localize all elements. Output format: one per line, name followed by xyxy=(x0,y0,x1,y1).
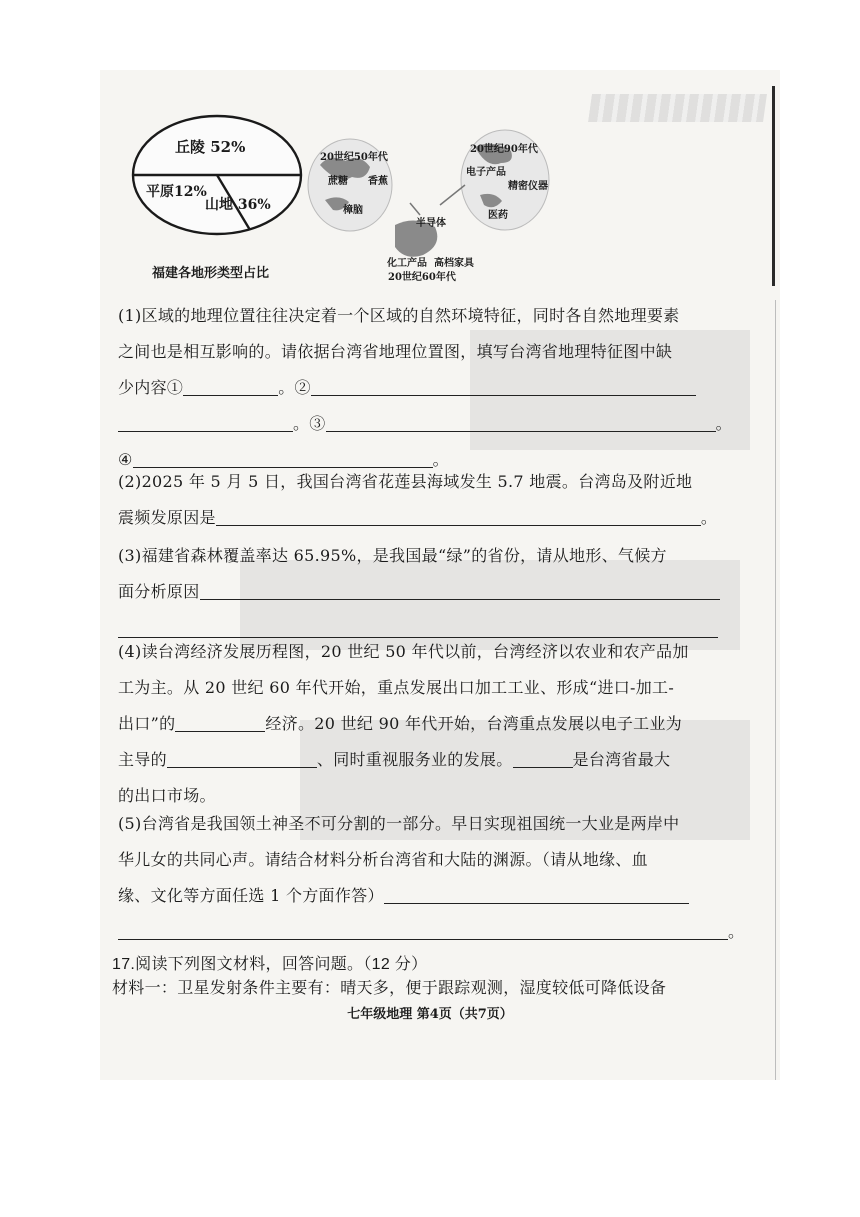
question-1 xyxy=(118,300,758,476)
item-electronics: 电子产品 xyxy=(466,167,506,178)
answer-blank-q5-cont[interactable] xyxy=(118,921,728,940)
bleed-through-title xyxy=(588,94,767,122)
q3-line-1: (3)福建省森林覆盖率达 65.95%，是我国最“绿”的省份，请从地形、气候方 xyxy=(118,546,667,565)
item-furniture: 高档家具 xyxy=(434,258,474,269)
q3-prefix: 面分析原因 xyxy=(118,582,200,601)
item-semiconductor: 半导体 xyxy=(416,218,446,229)
pie-label-mountain: 山地 36% xyxy=(205,197,271,213)
page-edge-lower xyxy=(775,300,776,1080)
item-instruments: 精密仪器 xyxy=(508,181,548,192)
question-5: (5)台湾省是我国领土神圣不可分割的一部分。早日实现祖国统一大业是两岸中 华儿女的共同心声。请结合材料分析台湾省和大陆的渊源。（请从地缘、血 缘、文化等方面任选 1 个方面作答） 。 xyxy=(118,808,758,948)
pie-caption: 福建各地形类型占比 xyxy=(152,266,270,281)
q5-line-2: 华儿女的共同心声。请结合材料分析台湾省和大陆的渊源。（请从地缘、血 xyxy=(118,850,648,869)
answer-blank-q4-3[interactable] xyxy=(513,749,573,768)
q17-title: 17.阅读下列图文材料，回答问题。（12 分） xyxy=(112,956,428,973)
q4-line-2: 工为主。从 20 世纪 60 年代开始，重点发展出口加工工业、形成“进口-加工- xyxy=(118,678,675,697)
q2-prefix: 震频发原因是 xyxy=(118,508,216,527)
era-50s-label: 20世纪50年代 xyxy=(320,152,388,163)
q1-sep-4: ④ xyxy=(118,450,133,469)
item-banana: 香蕉 xyxy=(368,176,388,187)
q1-line-3 xyxy=(118,372,758,404)
era-60s-label: 20世纪60年代 xyxy=(388,272,456,283)
answer-blank-2-cont[interactable] xyxy=(118,413,293,432)
q1-sep-2: 。② xyxy=(278,378,311,397)
q4-line-5: 的出口市场。 xyxy=(118,786,216,805)
q1-sep-3: 。③ xyxy=(293,414,326,433)
answer-blank-q5[interactable] xyxy=(384,885,689,904)
pie-label-plain: 平原12% xyxy=(146,184,207,200)
page-footer: 七年级地理 第4页（共7页） xyxy=(347,1007,513,1022)
question-2: (2)2025 年 5 月 5 日，我国台湾省花莲县海域发生 5.7 地震。台湾岛及附近地 震频发原因是 。 xyxy=(118,466,758,534)
q1-line-1: (1)区域的地理位置往往决定着一个区域的自然环境特征，同时各自然地理要素 xyxy=(118,306,680,325)
answer-blank-1[interactable] xyxy=(183,377,278,396)
q1-line-4: 。③ 。 xyxy=(118,408,758,440)
item-medicine: 医药 xyxy=(488,210,508,221)
page-edge xyxy=(772,86,775,286)
q2-line-1: (2)2025 年 5 月 5 日，我国台湾省花莲县海域发生 5.7 地震。台湾岛及附近地 xyxy=(118,472,693,491)
item-chemicals: 化工产品 xyxy=(387,258,427,269)
answer-blank-q4-1[interactable] xyxy=(175,713,265,732)
answer-blank-2[interactable] xyxy=(311,377,696,396)
q1-prefix: 少内容① xyxy=(118,378,184,397)
answer-blank-q2[interactable] xyxy=(216,507,701,526)
q1-line-5: ④ 。 xyxy=(118,450,449,469)
era-90s-label: 20世纪90年代 xyxy=(470,144,538,155)
question-3 xyxy=(118,540,758,646)
pie-label-hill: 丘陵 52% xyxy=(175,138,246,156)
answer-blank-3[interactable] xyxy=(326,413,716,432)
q4-line-1: (4)读台湾经济发展历程图，20 世纪 50 年代以前，台湾经济以农业和农产品加 xyxy=(118,642,689,661)
answer-blank-q3[interactable] xyxy=(200,581,720,600)
q5-line-1: (5)台湾省是我国领土神圣不可分割的一部分。早日实现祖国统一大业是两岸中 xyxy=(118,814,680,833)
question-17 xyxy=(112,953,752,1001)
q1-line-2: 之间也是相互影响的。请依据台湾省地理位置图，填写台湾省地理特征图中缺 xyxy=(118,342,673,361)
answer-blank-q4-2[interactable] xyxy=(167,749,317,768)
item-sugar: 蔗糖 xyxy=(328,176,348,187)
question-4: (4)读台湾经济发展历程图，20 世纪 50 年代以前，台湾经济以农业和农产品加 工为主。从 20 世纪 60 年代开始，重点发展出口加工工业、形成“进口-加工- 出口”的 经济。20 世纪 90 年代开始，台湾重点发展以电子工业为 主导的 、同时重视服务业的发展。 是台湾省最大 的出口市场。 xyxy=(118,636,758,812)
item-camphor: 樟脑 xyxy=(343,205,363,216)
q17-material-1: 材料一：卫星发射条件主要有：晴天多，便于跟踪观测，湿度较低可降低设备 xyxy=(112,980,667,997)
